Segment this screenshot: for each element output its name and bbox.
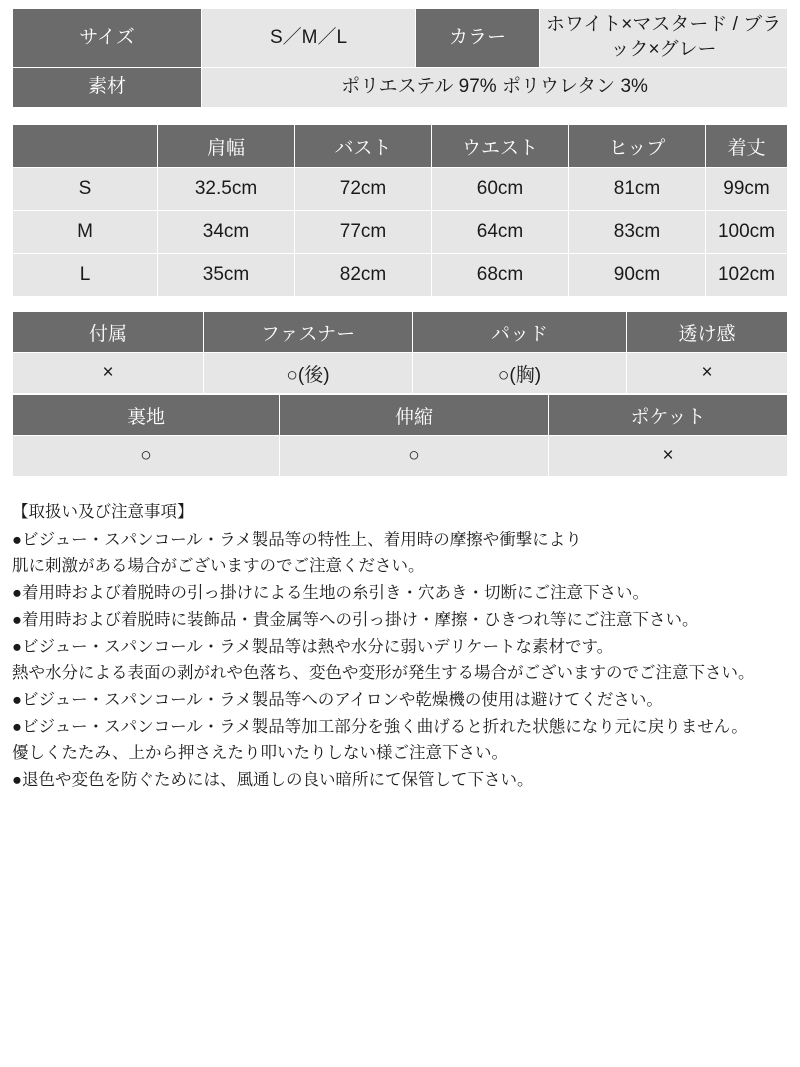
attribute-table-secondary — [12, 394, 788, 477]
row-header-l: L — [13, 254, 158, 297]
spacer — [12, 297, 788, 311]
attr-value-zipper: ○(後) — [204, 353, 413, 394]
spacer — [12, 108, 788, 124]
table-header-row — [13, 125, 788, 168]
attr-header-pocket: ポケット — [549, 395, 788, 436]
attr-value-lining: ○ — [13, 436, 280, 477]
column-header-length: 着丈 — [706, 125, 788, 168]
table-header-row — [13, 312, 788, 353]
column-header-bust: バスト — [295, 125, 432, 168]
column-header-hip: ヒップ — [569, 125, 706, 168]
attr-value-accessory: × — [13, 353, 204, 394]
notes-line: 熱や水分による表面の剥がれや色落ち、変色や変形が発生する場合がございますのでご注意下さい。 — [12, 664, 755, 683]
care-instructions — [12, 499, 788, 794]
table-row — [13, 168, 788, 211]
table-row — [13, 211, 788, 254]
cell-l-bust: 82cm — [295, 254, 432, 297]
cell-s-shoulder: 32.5cm — [158, 168, 295, 211]
attr-value-pocket: × — [549, 436, 788, 477]
notes-line: ●ビジュー・スパンコール・ラメ製品等は熱や水分に弱いデリケートな素材です。 — [12, 637, 614, 656]
spec-table — [12, 8, 788, 108]
spec-value-size: S／M／L — [202, 9, 416, 68]
notes-line: 肌に刺激がある場合がございますのでご注意ください。 — [12, 557, 425, 576]
cell-s-waist: 60cm — [432, 168, 569, 211]
cell-m-length: 100cm — [706, 211, 788, 254]
spec-label-size: サイズ — [13, 9, 202, 68]
table-row — [13, 436, 788, 477]
notes-line: ●着用時および着脱時の引っ掛けによる生地の糸引き・穴あき・切断にご注意下さい。 — [12, 584, 649, 603]
notes-line: ●ビジュー・スパンコール・ラメ製品等加工部分を強く曲げると折れた状態になり元に戻りません。 — [12, 717, 748, 736]
table-row — [13, 9, 788, 68]
size-measurement-table — [12, 124, 788, 297]
cell-m-shoulder: 34cm — [158, 211, 295, 254]
spec-value-material: ポリエステル 97% ポリウレタン 3% — [202, 68, 788, 108]
cell-s-bust: 72cm — [295, 168, 432, 211]
cell-l-hip: 90cm — [569, 254, 706, 297]
attr-header-sheerness: 透け感 — [627, 312, 788, 353]
cell-l-shoulder: 35cm — [158, 254, 295, 297]
row-header-m: M — [13, 211, 158, 254]
notes-line: ●ビジュー・スパンコール・ラメ製品等の特性上、着用時の摩擦や衝撃により — [12, 530, 582, 549]
spec-label-color: カラー — [416, 9, 540, 68]
attr-header-accessory: 付属 — [13, 312, 204, 353]
cell-s-length: 99cm — [706, 168, 788, 211]
cell-s-hip: 81cm — [569, 168, 706, 211]
table-row — [13, 254, 788, 297]
notes-title: 【取扱い及び注意事項】 — [12, 503, 194, 521]
attribute-table-primary — [12, 311, 788, 394]
notes-line: ●退色や変色を防ぐためには、風通しの良い暗所にて保管して下さい。 — [12, 771, 534, 790]
cell-m-hip: 83cm — [569, 211, 706, 254]
size-table-corner — [13, 125, 158, 168]
column-header-waist: ウエスト — [432, 125, 569, 168]
table-header-row — [13, 395, 788, 436]
cell-l-waist: 68cm — [432, 254, 569, 297]
column-header-shoulder: 肩幅 — [158, 125, 295, 168]
notes-line: ●ビジュー・スパンコール・ラメ製品等へのアイロンや乾燥機の使用は避けてください。 — [12, 691, 663, 710]
table-row — [13, 68, 788, 108]
attr-header-pad: パッド — [413, 312, 627, 353]
notes-line: 優しくたたみ、上から押さえたり叩いたりしない様ご注意下さい。 — [12, 744, 508, 763]
attr-header-lining: 裏地 — [13, 395, 280, 436]
spec-label-material: 素材 — [13, 68, 202, 108]
attr-header-zipper: ファスナー — [204, 312, 413, 353]
attr-header-stretch: 伸縮 — [280, 395, 549, 436]
cell-m-bust: 77cm — [295, 211, 432, 254]
notes-line: ●着用時および着脱時に装飾品・貴金属等への引っ掛け・摩擦・ひきつれ等にご注意下さい。 — [12, 610, 699, 629]
row-header-s: S — [13, 168, 158, 211]
table-row — [13, 353, 788, 394]
cell-l-length: 102cm — [706, 254, 788, 297]
attr-value-pad: ○(胸) — [413, 353, 627, 394]
cell-m-waist: 64cm — [432, 211, 569, 254]
attr-value-sheerness: × — [627, 353, 788, 394]
attr-value-stretch: ○ — [280, 436, 549, 477]
spec-value-color: ホワイト×マスタード / ブラック×グレー — [540, 9, 788, 68]
